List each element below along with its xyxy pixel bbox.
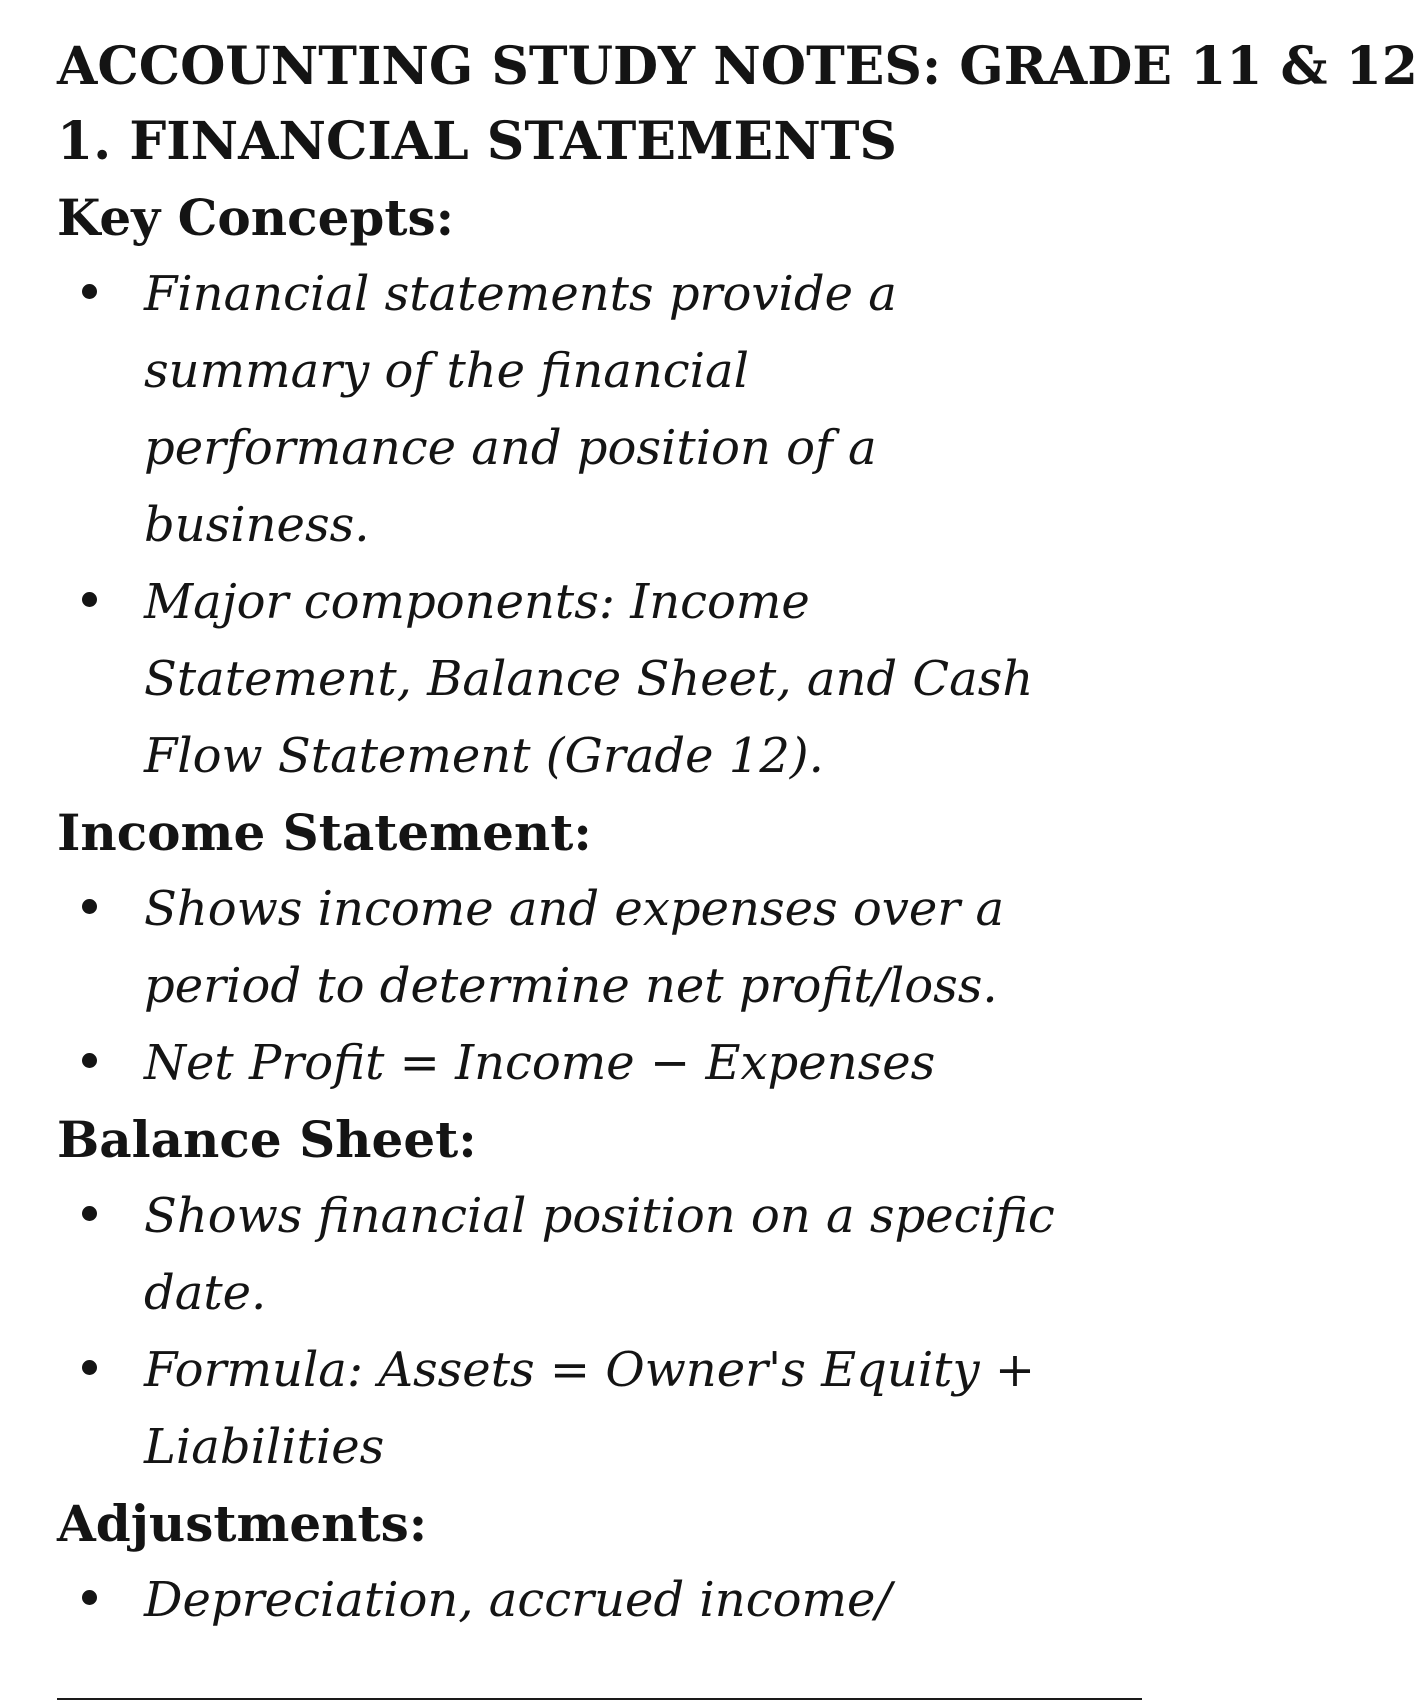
key-concepts-heading: Key Concepts: [57,188,455,247]
key-concepts-list [57,256,1147,795]
bullet-icon [82,1053,97,1068]
adjustments-list [57,1562,1147,1639]
list-item-text: Depreciation, accrued income/ [144,1572,892,1628]
list-item [57,1178,1057,1332]
list-item-text: Shows income and expenses over a period to determine net profit/loss. [144,881,1005,1014]
list-item [57,1562,1057,1639]
adjustments-heading: Adjustments: [57,1494,428,1553]
bullet-icon [82,592,97,607]
list-item-text: Formula: Assets = Owner's Equity + Liabilities [144,1342,1036,1475]
list-item [57,1025,1057,1102]
list-item-text: Shows financial position on a specific date. [144,1188,1055,1321]
income-statement-list [57,871,1147,1102]
bullet-icon [82,1360,97,1375]
balance-sheet-list [57,1178,1147,1486]
bullet-icon [82,1590,97,1605]
list-item-text: Major components: Income Statement, Balance Sheet, and Cash Flow Statement (Grade 12). [144,574,1034,784]
balance-sheet-heading: Balance Sheet: [57,1110,477,1169]
section-heading: 1. FINANCIAL STATEMENTS [57,111,897,172]
bullet-icon [82,899,97,914]
list-item [57,1332,1057,1486]
bullet-icon [82,284,97,299]
income-statement-heading: Income Statement: [57,803,592,862]
list-item [57,256,1057,564]
list-item [57,871,1057,1025]
list-item [57,564,1057,795]
list-item-text: Net Profit = Income − Expenses [144,1035,936,1091]
list-item-text: Financial statements provide a summary of the financial performance and position of a business. [144,266,897,553]
notes-page [57,30,1418,1639]
document-title: ACCOUNTING STUDY NOTES: GRADE 11 & 12 [57,36,1418,97]
bullet-icon [82,1206,97,1221]
